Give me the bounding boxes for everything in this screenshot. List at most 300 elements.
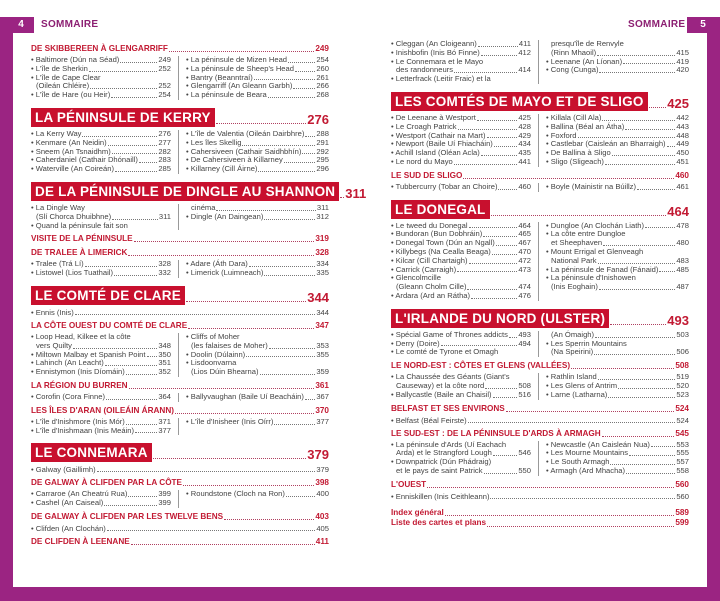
- subentry-page-number: 451: [676, 156, 689, 166]
- chapter-heading[interactable]: [391, 92, 689, 111]
- subentry-title: • De Leenane à Westport: [391, 112, 476, 122]
- subentry-title: • Ennistymon (Inis Díomáin): [31, 367, 125, 377]
- chapter-page-number: 276: [307, 111, 329, 127]
- left-page-number: 4: [18, 19, 24, 30]
- subentry-title: • Cliffs of Moher: [186, 331, 240, 341]
- subentry-title: • Le tweed du Donegal: [391, 220, 468, 230]
- subentry-title: • Dingle (An Daingean): [186, 211, 264, 221]
- dot-leader: [126, 374, 158, 375]
- subentry-page-number: 428: [518, 121, 531, 131]
- dot-leader: [494, 146, 517, 147]
- subentry-title: • Letterfrack (Leitir Fraic) et la: [391, 74, 491, 84]
- dot-leader: [295, 71, 315, 72]
- dot-leader: [112, 219, 158, 220]
- subentry-page-number: 478: [676, 220, 689, 230]
- dot-leader: [493, 397, 518, 398]
- dot-leader: [286, 496, 315, 497]
- subentry-columns: [31, 130, 329, 174]
- dot-leader: [484, 473, 518, 474]
- chapter-title: LE DONEGAL: [391, 200, 490, 219]
- subentry-page-number: 480: [676, 238, 689, 248]
- subentry-title: • L'île d'Inishmaan (Inis Meáin): [31, 425, 135, 435]
- subentry-title: • Castlebar (Caisleán an Bharraigh): [546, 139, 666, 149]
- dot-leader: [509, 337, 517, 338]
- subentry-title: • L'île d'Inisheer (Inis Oírr): [186, 416, 274, 426]
- toc-entry[interactable]: [31, 512, 329, 522]
- subentry-title: • Roundstone (Cloch na Ron): [186, 489, 285, 499]
- subentry-page-number: 420: [676, 65, 689, 75]
- subentry-page-number: 364: [158, 391, 171, 401]
- subentry-columns: [391, 331, 689, 357]
- subentry-title: et le pays de saint Patrick: [396, 465, 483, 475]
- chapter-heading[interactable]: [31, 286, 329, 305]
- entry-page-number: 347: [315, 320, 329, 330]
- subentry-title: • Cashel (An Caiseal): [31, 498, 104, 508]
- dot-leader: [305, 136, 315, 137]
- dot-leader: [269, 348, 316, 349]
- toc-subentry[interactable]: [391, 183, 531, 192]
- toc-entry[interactable]: [391, 429, 689, 439]
- dot-leader: [506, 411, 675, 412]
- toc-entry[interactable]: [31, 478, 329, 488]
- dot-leader: [463, 178, 674, 179]
- subentry-title: National Park: [551, 255, 597, 265]
- toc-subentry[interactable]: [31, 165, 171, 174]
- dot-leader: [131, 544, 315, 545]
- subentry-column-right: [538, 222, 689, 301]
- subentry-page-number: 332: [158, 268, 171, 278]
- subentry-title: • Foxford: [546, 130, 577, 140]
- subentry-columns: [31, 490, 329, 508]
- dot-leader: [153, 458, 307, 459]
- subentry-columns: [391, 40, 689, 84]
- toc-subentry[interactable]: [31, 393, 171, 402]
- toc-entry[interactable]: [391, 508, 689, 519]
- chapter-page-number: 311: [345, 185, 367, 201]
- toc-subentry[interactable]: [186, 165, 329, 174]
- entry-page-number: 319: [315, 234, 329, 244]
- subentry-page-number: 283: [158, 155, 171, 165]
- subentry-page-number: 352: [158, 367, 171, 377]
- subentry-page-number: 443: [676, 121, 689, 131]
- toc-subentry[interactable]: [31, 368, 171, 377]
- toc-subentry[interactable]: [546, 66, 689, 75]
- toc-subentry[interactable]: [546, 391, 689, 400]
- dot-leader: [598, 379, 676, 380]
- subentry-column-left: [391, 183, 531, 192]
- subentry-title: • Le Croagh Patrick: [391, 121, 457, 131]
- subentry-column-left: [31, 490, 171, 508]
- subentry-page-number: 493: [518, 329, 531, 339]
- subentry-title: (Lios Dúin Bhearna): [191, 367, 259, 377]
- subentry-column-left: [31, 393, 171, 402]
- toc-subentry[interactable]: [391, 348, 531, 357]
- subentry-title: • Le nord du Mayo: [391, 156, 453, 166]
- chapter-heading[interactable]: [31, 108, 329, 127]
- subentry-title: • La Chaussée des Géants (Giant's: [391, 372, 510, 382]
- dot-leader: [288, 62, 315, 63]
- subentry-title: • De Ballina à Sligo: [546, 148, 611, 158]
- dot-leader: [578, 137, 676, 138]
- subentry-page-number: 295: [316, 155, 329, 165]
- chapter-page-number: 379: [307, 447, 329, 463]
- dot-leader: [128, 496, 157, 497]
- subentry-title: • Kilcar (Cill Chartaigh): [391, 255, 468, 265]
- entry-page-number: 379: [316, 465, 329, 475]
- toc-subentry[interactable]: [31, 427, 171, 436]
- dot-leader: [129, 388, 315, 389]
- subentry-title: • L'île d'Inishmore (Inis Mór): [31, 416, 125, 426]
- entry-page-number: 405: [316, 523, 329, 533]
- chapter-heading[interactable]: [31, 443, 329, 462]
- subentry-column-left: [391, 331, 531, 357]
- subentry-columns: [31, 418, 329, 436]
- dot-leader: [492, 254, 518, 255]
- subentry-title: • Glengarriff (An Gleann Garbh): [186, 81, 293, 91]
- subentry-column-right: [538, 40, 689, 84]
- dot-leader: [183, 485, 314, 486]
- entry-page-number: 524: [676, 415, 689, 425]
- toc-entry[interactable]: [391, 361, 689, 371]
- subentry-page-number: 464: [518, 220, 531, 230]
- toc-subentry[interactable]: [186, 269, 329, 278]
- subentry-page-number: 448: [676, 130, 689, 140]
- subentry-title: • Boyle (Mainistir na Búillz): [546, 181, 637, 191]
- subentry-title: (les falaises de Moher): [191, 340, 268, 350]
- toc-entry[interactable]: [391, 171, 689, 181]
- entry-title: VISITE DE LA PÉNINSULE: [31, 234, 133, 244]
- dot-leader: [120, 62, 157, 63]
- toc-subentry[interactable]: [546, 348, 689, 357]
- toc-subentry[interactable]: [31, 499, 171, 508]
- entry-title: • Ennis (Inis): [31, 307, 74, 317]
- right-frame-bar: [707, 17, 720, 601]
- dot-leader: [599, 289, 675, 290]
- entry-page-number: 589: [675, 507, 689, 517]
- subentry-page-number: 254: [158, 90, 171, 100]
- subentry-page-number: 450: [676, 148, 689, 158]
- dot-leader: [496, 245, 518, 246]
- toc-subentry[interactable]: [186, 91, 329, 100]
- subentry-title: • L'île de Hare (ou Heir): [31, 90, 111, 100]
- subentry-title: • Kenmare (An Neidin): [31, 137, 107, 147]
- toc-subentry[interactable]: [391, 158, 531, 167]
- subentry-page-number: 473: [518, 264, 531, 274]
- dot-leader: [629, 455, 675, 456]
- subentry-column-right: [178, 204, 329, 230]
- subentry-page-number: 254: [316, 55, 329, 64]
- entry-page-number: 344: [316, 307, 329, 317]
- toc-subentry[interactable]: [31, 222, 171, 231]
- dot-leader: [481, 155, 518, 156]
- subentry-page-number: 350: [158, 349, 171, 359]
- toc-entry[interactable]: [391, 492, 689, 501]
- chapter-title: LA PÉNINSULE DE KERRY: [31, 108, 215, 127]
- subentry-column-left: [31, 260, 171, 278]
- subentry-title: • Cong (Cunga): [546, 65, 599, 75]
- dot-leader: [268, 97, 316, 98]
- subentry-page-number: 412: [518, 47, 531, 57]
- subentry-page-number: 429: [518, 130, 531, 140]
- toc-subentry[interactable]: [391, 467, 531, 476]
- subentry-title: (Slí Chorca Dhuibhne): [36, 211, 112, 221]
- toc-entry[interactable]: [31, 234, 329, 244]
- dot-leader: [637, 189, 675, 190]
- dot-leader: [599, 72, 675, 73]
- subentry-page-number: 282: [158, 146, 171, 156]
- toc-subentry[interactable]: [546, 183, 689, 192]
- dot-leader: [73, 348, 157, 349]
- entry-page-number: 361: [315, 380, 329, 390]
- entry-page-number: 560: [676, 491, 689, 501]
- toc-subentry[interactable]: [391, 391, 531, 400]
- toc-entry[interactable]: [31, 308, 329, 317]
- subentry-column-right: [178, 130, 329, 174]
- entry-page-number: 545: [675, 428, 689, 438]
- toc-subentry[interactable]: [186, 490, 329, 499]
- dot-leader: [597, 55, 675, 56]
- subentry-title: (Rinn Mhaoil): [551, 47, 597, 57]
- subentry-title: vers Quilty: [36, 340, 72, 350]
- dot-leader: [115, 171, 157, 172]
- subentry-title: • Dungloe (An Clochán Liath): [546, 220, 645, 230]
- toc-entry[interactable]: [391, 480, 689, 490]
- subentry-title: • Corofin (Cora Finne): [31, 391, 105, 401]
- subentry-title: (Gleann Cholm Cille): [396, 282, 467, 292]
- subentry-title: • Ballycastle (Baile an Chaisil): [391, 389, 492, 399]
- subentry-title: • Loop Head, Kilkee et la côte: [31, 331, 131, 341]
- toc-subentry[interactable]: [31, 91, 171, 100]
- subentry-page-number: 434: [518, 139, 531, 149]
- subentry-title: • Sneem (An Tsnaidhm): [31, 146, 111, 156]
- dot-leader: [651, 446, 675, 447]
- entry-page-number: 599: [675, 518, 689, 528]
- subentry-page-number: 371: [158, 416, 171, 426]
- dot-leader: [75, 314, 316, 315]
- subentry-column-right: [178, 393, 329, 402]
- subentry-title: • Carraroe (An Cheatrú Rua): [31, 489, 128, 499]
- entry-title: • Enniskillen (Inis Ceithleann): [391, 491, 490, 501]
- toc-subentry[interactable]: [186, 393, 329, 402]
- subentry-title: • Derry (Doire): [391, 338, 440, 348]
- subentry-page-number: 441: [518, 156, 531, 166]
- toc-entry[interactable]: [31, 465, 329, 474]
- entry-page-number: 403: [315, 511, 329, 521]
- chapter-heading[interactable]: [31, 182, 367, 201]
- entry-title: Index général: [391, 507, 444, 517]
- toc-entry[interactable]: [31, 248, 329, 258]
- entry-title: LA RÉGION DU BURREN: [31, 380, 128, 390]
- subentry-title: • Westport (Cathair na Mart): [391, 130, 486, 140]
- chapter-page-number: 425: [667, 95, 689, 111]
- entry-title: BELFAST ET SES ENVIRONS: [391, 403, 505, 413]
- entry-title: DE CLIFDEN À LEENANE: [31, 536, 130, 546]
- dot-leader: [106, 399, 157, 400]
- chapter-title: LES COMTÉS DE MAYO ET DE SLIGO: [391, 92, 648, 111]
- dot-leader: [498, 189, 517, 190]
- subentry-page-number: 483: [676, 255, 689, 265]
- left-frame-bar: [0, 17, 13, 601]
- toc-entry[interactable]: [31, 537, 329, 547]
- entry-title: LES ÎLES D'ARAN (OILEÁIN ÁRANN): [31, 405, 174, 415]
- subentry-title: • La péninsule d'Ards (Uí Eachach: [391, 439, 507, 449]
- dot-leader: [598, 263, 676, 264]
- dot-leader: [618, 388, 675, 389]
- subentry-title: • Bundoran (Bun Dobhráin): [391, 229, 483, 239]
- entry-title: • Galway (Gaillimh): [31, 465, 96, 475]
- subentry-title: • Newcastle (An Caisleán Nua): [546, 439, 650, 449]
- toc-entry[interactable]: [31, 381, 329, 391]
- subentry-column-right: [178, 490, 329, 508]
- subentry-page-number: 355: [316, 349, 329, 359]
- dot-leader: [169, 51, 314, 52]
- dot-leader: [90, 88, 157, 89]
- subentry-title: des randonneurs: [396, 65, 453, 75]
- chapter-title: LE COMTÉ DE CLARE: [31, 286, 185, 305]
- subentry-title: • Carrick (Carraigh): [391, 264, 457, 274]
- dot-leader: [89, 71, 157, 72]
- dot-leader: [454, 164, 518, 165]
- chapter-heading[interactable]: [391, 200, 689, 219]
- dot-leader: [216, 123, 307, 124]
- dot-leader: [107, 530, 315, 531]
- subentry-page-number: 557: [676, 457, 689, 467]
- subentry-page-number: 523: [676, 389, 689, 399]
- toc-subentry[interactable]: [391, 292, 531, 301]
- subentry-page-number: 508: [518, 380, 531, 390]
- toc-entry[interactable]: [31, 406, 329, 416]
- toc-subentry[interactable]: [186, 213, 329, 222]
- subentry-page-number: 348: [158, 340, 171, 350]
- dot-leader: [242, 145, 315, 146]
- dot-leader: [427, 487, 674, 488]
- subentry-page-number: 367: [316, 391, 329, 401]
- toc-subentry[interactable]: [186, 418, 329, 427]
- entry-title: • Belfast (Béal Feirste): [391, 415, 467, 425]
- dot-leader: [445, 515, 675, 516]
- dot-leader: [264, 275, 315, 276]
- dot-leader: [605, 164, 675, 165]
- dot-leader: [645, 227, 675, 228]
- subentry-title: • Les Glens of Antrim: [546, 380, 618, 390]
- subentry-page-number: 377: [316, 416, 329, 426]
- subentry-title: (An Ómaigh): [551, 329, 595, 339]
- subentry-page-number: 476: [518, 290, 531, 300]
- toc-subentry[interactable]: [186, 368, 329, 377]
- chapter-title: L'IRLANDE DU NORD (ULSTER): [391, 309, 609, 328]
- subentry-page-number: 558: [676, 465, 689, 475]
- dot-leader: [139, 162, 157, 163]
- dot-leader: [594, 354, 675, 355]
- right-page-toc: [391, 38, 689, 529]
- dot-leader: [659, 271, 675, 272]
- subentry-title: • Le comté de Tyrone et Omagh: [391, 347, 499, 357]
- subentry-title: • Tubbercurry (Tobar an Choire): [391, 181, 498, 191]
- subentry-columns: [391, 114, 689, 167]
- toc-entry[interactable]: [391, 518, 689, 529]
- toc-entry[interactable]: [31, 44, 329, 54]
- chapter-heading[interactable]: [391, 309, 689, 328]
- dot-leader: [626, 473, 675, 474]
- toc-subentry[interactable]: [31, 269, 171, 278]
- subentry-title: • Killybegs (Na Cealla Beaga): [391, 246, 491, 256]
- right-page-number: 5: [700, 19, 706, 30]
- dot-leader: [258, 171, 315, 172]
- dot-leader: [274, 424, 315, 425]
- subentry-title: et Sheephaven: [551, 238, 603, 248]
- subentry-title: • Ballina (Béal an Átha): [546, 121, 625, 131]
- subentry-title: Arda) et le Strangford Lough: [396, 448, 492, 458]
- subentry-columns: [391, 441, 689, 476]
- subentry-column-right: [178, 333, 329, 377]
- subentry-columns: [391, 222, 689, 301]
- toc-entry[interactable]: [391, 404, 689, 414]
- left-page-toc: [31, 40, 367, 547]
- subentry-column-right: [178, 418, 329, 436]
- dot-leader: [104, 505, 157, 506]
- dot-leader: [188, 328, 314, 329]
- subentry-title: • Downpatrick (Dún Phádraig): [391, 457, 492, 467]
- entry-page-number: 249: [315, 44, 329, 53]
- dot-leader: [186, 301, 306, 302]
- dot-leader: [667, 146, 676, 147]
- toc-entry[interactable]: [391, 416, 689, 425]
- subentry-page-number: 414: [518, 65, 531, 75]
- subentry-page-number: 249: [158, 55, 171, 64]
- dot-leader: [487, 526, 674, 527]
- subentry-title: • Les Mourne Mountains: [546, 448, 629, 458]
- toc-subentry[interactable]: [546, 158, 689, 167]
- subentry-column-right: [538, 331, 689, 357]
- toc-entry[interactable]: [31, 321, 329, 331]
- dot-leader: [97, 471, 316, 472]
- subentry-title: • La Dingle Way: [31, 202, 85, 212]
- entry-page-number: 370: [315, 405, 329, 415]
- toc-subentry[interactable]: [546, 283, 689, 292]
- dot-leader: [457, 271, 517, 272]
- subentry-title: • La péninsule de Mizen Head: [186, 55, 288, 64]
- dot-leader: [293, 88, 315, 89]
- subentry-page-number: 465: [518, 229, 531, 239]
- subentry-column-left: [391, 441, 531, 476]
- subentry-title: • Quand la péninsule fait son: [31, 220, 128, 230]
- subentry-page-number: 519: [676, 372, 689, 382]
- dot-leader: [468, 422, 676, 423]
- toc-subentry[interactable]: [391, 75, 531, 84]
- chapter-title: LE CONNEMARA: [31, 443, 152, 462]
- dot-leader: [602, 436, 675, 437]
- subentry-title: • Donegal Town (Dún an Ngall): [391, 238, 495, 248]
- subentry-title: • Bantry (Beanntraí): [186, 72, 253, 82]
- subentry-page-number: 334: [316, 259, 329, 269]
- dot-leader: [111, 97, 157, 98]
- subentry-title: • Sligo (Sligeach): [546, 156, 604, 166]
- toc-subentry[interactable]: [546, 467, 689, 476]
- entry-title: DE SKIBBEREEN À GLENGARRIFF: [31, 44, 168, 53]
- toc-entry[interactable]: [31, 524, 329, 533]
- subentry-title: • Armagh (Ard Mhacha): [546, 465, 626, 475]
- subentry-title: • Mount Errigal et Glenveagh: [546, 246, 644, 256]
- subentry-page-number: 351: [158, 358, 171, 368]
- dot-leader: [147, 356, 158, 357]
- subentry-page-number: 261: [316, 72, 329, 82]
- subentry-page-number: 449: [676, 139, 689, 149]
- subentry-title: • Caherdaniel (Cathair Dhónaill): [31, 155, 138, 165]
- dot-leader: [112, 153, 158, 154]
- entry-page-number: 560: [675, 479, 689, 489]
- dot-leader: [254, 79, 316, 80]
- subentry-columns: [31, 393, 329, 402]
